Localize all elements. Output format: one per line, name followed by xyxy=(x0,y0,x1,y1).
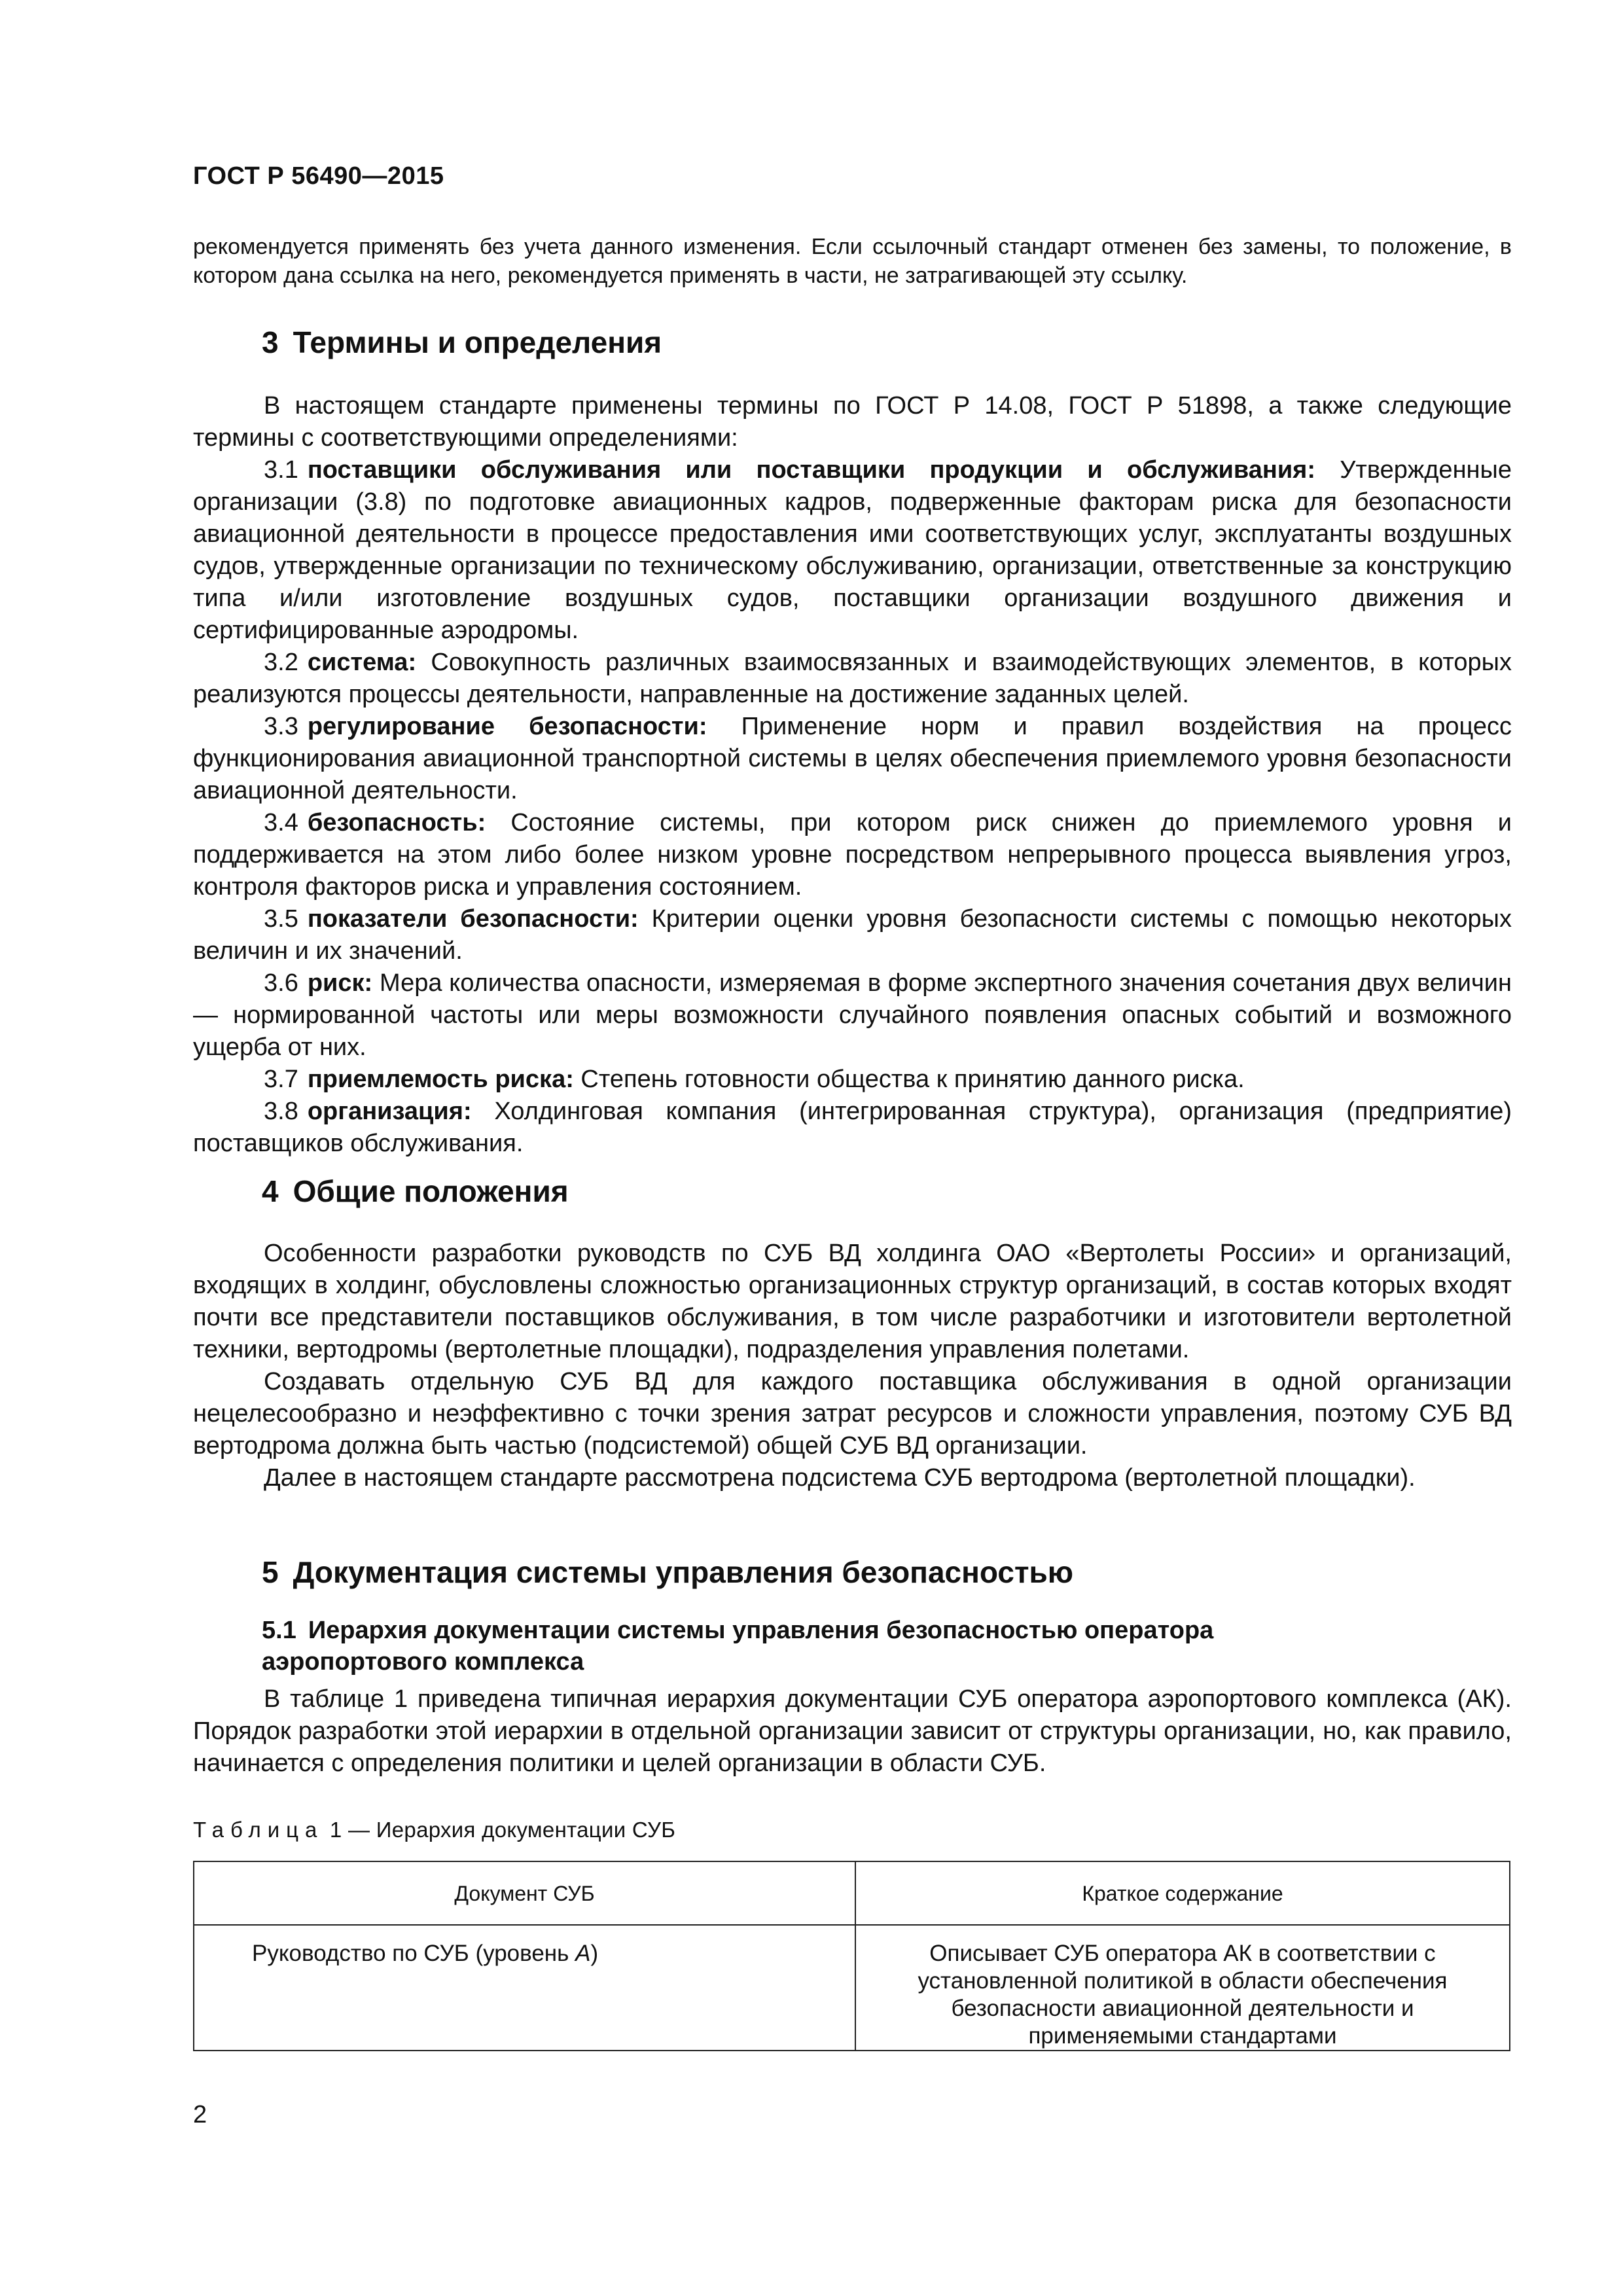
definition-number: 3.2 xyxy=(264,649,298,676)
definition-item xyxy=(193,1096,1512,1160)
section-5-number: 5 xyxy=(262,1555,279,1589)
table-cell-document: Руководство по СУБ (уровень А) xyxy=(194,1925,855,2051)
definition-term: приемлемость риска: xyxy=(307,1066,574,1093)
column-header-document: Документ СУБ xyxy=(194,1861,855,1925)
definition-text: Применение норм и правил воздействия на процесс функционирования авиационной транспортной системы в целях обеспечения приемлемого уровня безопасности авиационной деятельности. xyxy=(193,713,1512,804)
section-4-paragraph: Особенности разработки руководств по СУБ ВД холдинга ОАО «Вертолеты России» и организаций, входящих в холдинг, обусловлены сложностью организационных структур организаций, в состав которых входят почти все представители поставщиков обслуживания, в том числе разработчики и изготовители вертолетной техники, вертодромы (вертолетные площадки), подразделения управления полетами. xyxy=(193,1240,1512,1363)
subsection-5-1-number: 5.1 xyxy=(262,1617,296,1644)
definition-term: организация: xyxy=(307,1098,472,1125)
section-3-body xyxy=(193,390,1512,1160)
definition-item xyxy=(193,711,1512,807)
table-row xyxy=(194,1925,1510,2051)
definition-term: поставщики обслуживания или поставщики продукции и обслуживания: xyxy=(307,456,1316,484)
definition-text: Критерии оценки уровня безопасности системы с помощью некоторых величин и их значений. xyxy=(193,905,1512,965)
definition-item xyxy=(193,647,1512,711)
definition-item xyxy=(193,807,1512,903)
definition-number: 3.7 xyxy=(264,1066,298,1093)
section-4-heading xyxy=(262,1174,569,1209)
definition-number: 3.8 xyxy=(264,1098,298,1125)
definition-text: Холдинговая компания (интегрированная структура), организация (предприятие) поставщиков обслуживания. xyxy=(193,1098,1512,1157)
intro-paragraph-block xyxy=(193,232,1512,290)
definition-item xyxy=(193,903,1512,967)
definition-term: риск: xyxy=(307,969,373,997)
definition-term: показатели безопасности: xyxy=(307,905,639,933)
section-4-title: Общие положения xyxy=(293,1174,569,1208)
table-caption xyxy=(193,1818,675,1842)
definition-term: регулирование безопасности: xyxy=(307,713,707,740)
definition-text: Состояние системы, при котором риск снижен до приемлемого уровня и поддерживается на этом либо более низком уровне посредством непрерывного процесса выявления угроз, контроля факторов риска и управления состоянием. xyxy=(193,809,1512,901)
definition-text: Утвержденные организации (3.8) по подготовке авиационных кадров, подверженные факторам риска для безопасности авиационной деятельности в процессе предоставления ими соответствующих услуг, эксплуатанты воздушных судов, утвержденные организации по техническому обслуживанию, организации, ответственные за конструкцию типа и/или изготовление воздушных судов, поставщики организации воздушного движения и сертифицированные аэродромы. xyxy=(193,456,1512,644)
definition-item xyxy=(193,1064,1512,1096)
subsection-5-1-title-line1: Иерархия документации системы управления безопасностью оператора xyxy=(308,1617,1214,1644)
table-cell-summary: Описывает СУБ оператора АК в соответствии с установленной политикой в области обеспечения безопасности авиационной деятельности и применяемыми стандартами xyxy=(855,1925,1510,2051)
section-3-number: 3 xyxy=(262,325,279,359)
definition-number: 3.6 xyxy=(264,969,298,997)
page-number: 2 xyxy=(193,2101,207,2128)
definition-number: 3.5 xyxy=(264,905,298,933)
section-3-title: Термины и определения xyxy=(293,325,662,359)
definition-number: 3.1 xyxy=(264,456,298,484)
subsection-5-1-title-line2: аэропортового комплекса xyxy=(262,1648,584,1676)
section-5-paragraph: В таблице 1 приведена типичная иерархия документации СУБ оператора аэропортового комплекса (АК). Порядок разработки этой иерархии в отдельной организации зависит от структуры организации, но, как правило, начинается с определения политики и целей организации в области СУБ. xyxy=(193,1685,1512,1777)
section-4-paragraph: Далее в настоящем стандарте рассмотрена подсистема СУБ вертодрома (вертолетной площадки). xyxy=(264,1464,1416,1492)
definition-number: 3.4 xyxy=(264,809,298,836)
subsection-5-1-heading xyxy=(262,1615,1213,1677)
section-4-body xyxy=(193,1238,1512,1494)
definition-text: Совокупность различных взаимосвязанных и взаимодействующих элементов, в которых реализуются процессы деятельности, направленные на достижение заданных целей. xyxy=(193,649,1512,708)
intro-paragraph: рекомендуется применять без учета данного изменения. Если ссылочный стандарт отменен без замены, то положение, в котором дана ссылка на него, рекомендуется применять в части, не затрагивающей эту ссылку. xyxy=(193,234,1512,288)
definition-text: Степень готовности общества к принятию данного риска. xyxy=(573,1066,1245,1093)
definitions-list xyxy=(193,454,1512,1160)
definition-term: безопасность: xyxy=(307,809,486,836)
documentation-hierarchy-table xyxy=(193,1861,1510,2051)
table-header-row xyxy=(194,1861,1510,1925)
column-header-summary: Краткое содержание xyxy=(855,1861,1510,1925)
definition-number: 3.3 xyxy=(264,713,298,740)
section-5-heading xyxy=(262,1554,1073,1590)
section-5-body xyxy=(193,1683,1512,1780)
definition-text: Мера количества опасности, измеряемая в форме экспертного значения сочетания двух величин — нормированной частоты или меры возможности случайного появления опасных событий и возможного ущерба от них. xyxy=(193,969,1512,1061)
section-3-intro: В настоящем стандарте применены термины по ГОСТ Р 14.08, ГОСТ Р 51898, а также следующие термины с соответствующими определениями: xyxy=(193,392,1512,452)
table-caption-text: 1 — Иерархия документации СУБ xyxy=(323,1818,676,1842)
table-caption-label: Таблица xyxy=(193,1818,324,1842)
section-5-title: Документация системы управления безопасностью xyxy=(293,1555,1074,1589)
section-4-number: 4 xyxy=(262,1174,279,1208)
document-code-header: ГОСТ Р 56490—2015 xyxy=(193,162,444,190)
section-3-heading xyxy=(262,325,662,360)
definition-item xyxy=(193,454,1512,647)
section-4-paragraph: Создавать отдельную СУБ ВД для каждого поставщика обслуживания в одной организации нецелесообразно и неэффективно с точки зрения затрат ресурсов и сложности управления, поэтому СУБ ВД вертодрома должна быть частью (подсистемой) общей СУБ ВД организации. xyxy=(193,1368,1512,1460)
definition-term: система: xyxy=(307,649,417,676)
definition-item xyxy=(193,967,1512,1064)
